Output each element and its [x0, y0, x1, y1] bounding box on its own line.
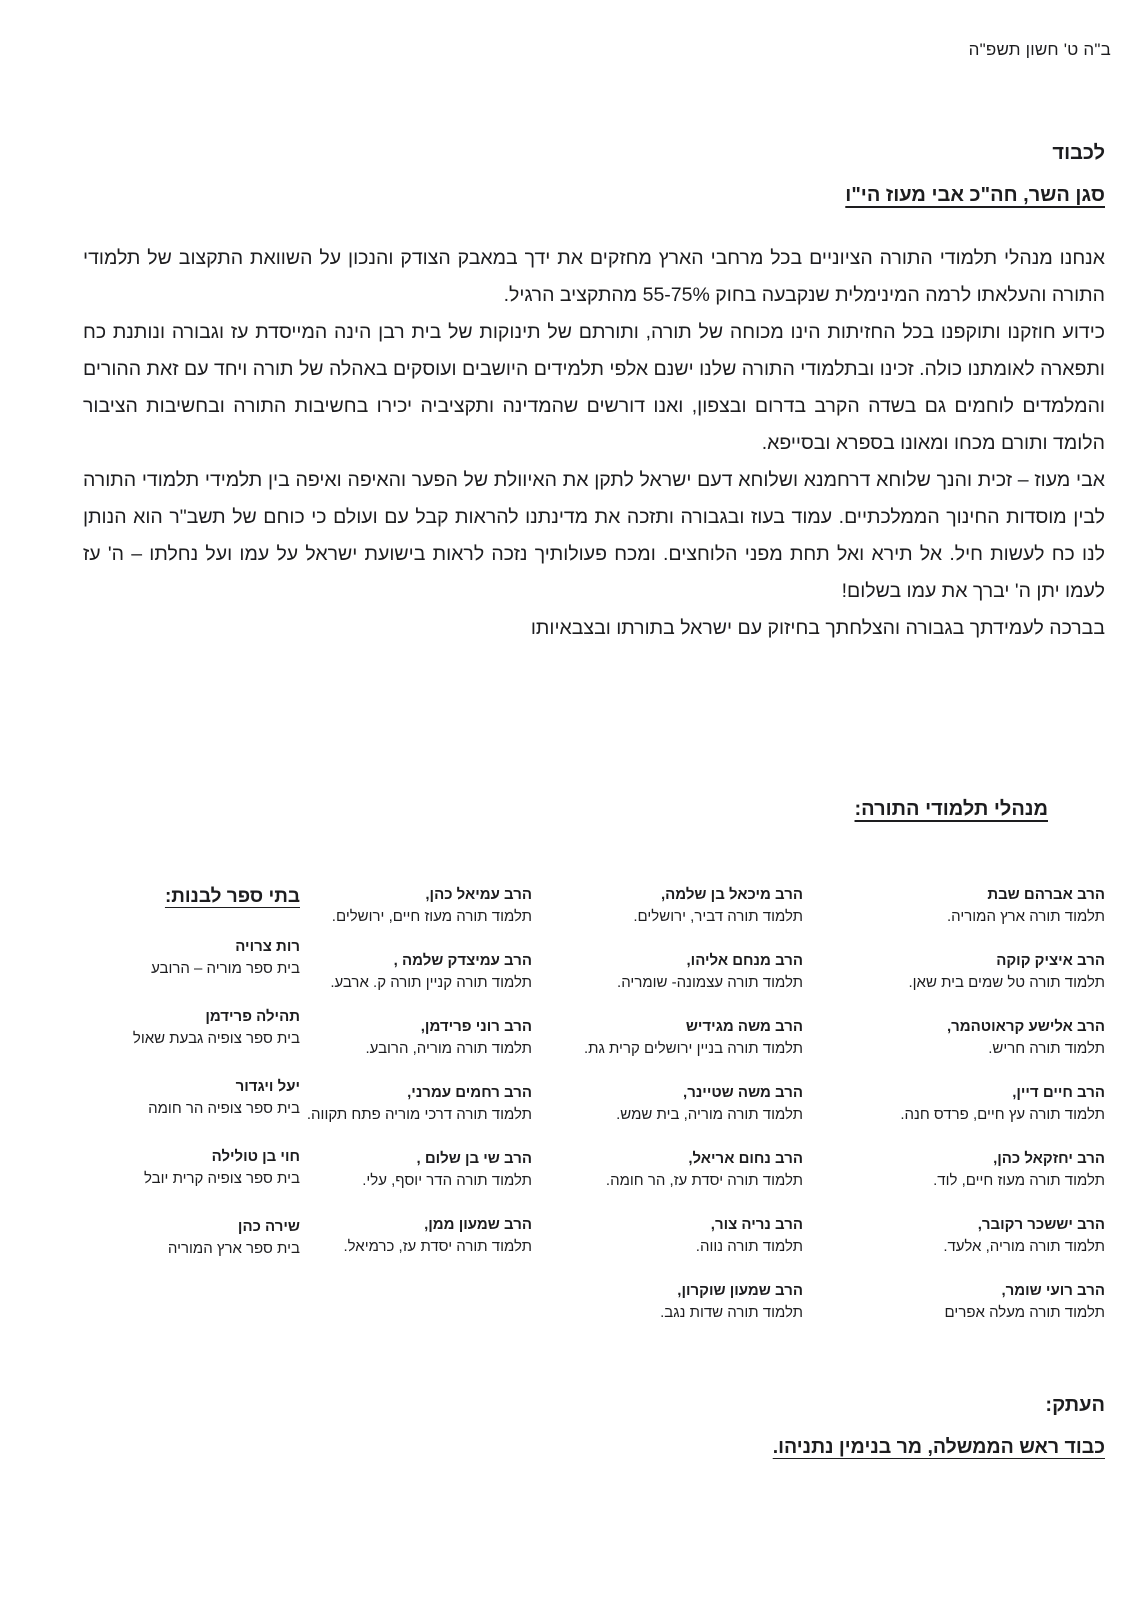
principal-name: הרב משה מגידיש: [685, 1018, 803, 1035]
principal-school: תלמוד תורה עץ חיים, פרדס חנה.: [900, 1106, 1105, 1123]
principal-school: בית ספר צופיה הר חומה: [148, 1100, 300, 1117]
principal-name: רות צרויה: [235, 938, 300, 955]
principal-school: תלמוד תורה נווה.: [695, 1238, 803, 1255]
principal-name: הרב איציק קוקה: [996, 952, 1105, 969]
principal-name: הרב מיכאל בן שלמה,: [660, 886, 803, 903]
principal-name: הרב נריה צור,: [710, 1216, 803, 1233]
letter-body: [83, 240, 1105, 647]
principal-name: הרב עמיאל כהן,: [425, 886, 532, 903]
principal-school: תלמוד תורה קניין תורה ק. ארבע.: [330, 974, 532, 991]
principals-columns: [26, 884, 1105, 1346]
principal-school: תלמוד תורה מוריה, בית שמש.: [616, 1106, 803, 1123]
principal-entry: [532, 1082, 803, 1148]
principal-school: תלמוד תורה יסדת עז, כרמיאל.: [343, 1238, 532, 1255]
principal-school: בית ספר מוריה – הרובע: [151, 960, 300, 977]
principal-entry: [532, 950, 803, 1016]
principal-entry: [300, 1016, 532, 1082]
principal-entry: [300, 1082, 532, 1148]
principal-entry: [803, 884, 1105, 950]
principal-name: הרב אלישע קראוטהמר,: [946, 1018, 1105, 1035]
principal-entry: [532, 1016, 803, 1082]
principal-school: תלמוד תורה מוריה, הרובע.: [365, 1040, 532, 1057]
principal-name: שירה כהן: [237, 1218, 300, 1235]
principal-school: תלמוד תורה חריש.: [988, 1040, 1105, 1057]
girls-school-entry: [26, 1076, 300, 1146]
principal-name: הרב רחמים עמרני,: [407, 1084, 532, 1101]
principal-school: תלמוד תורה מעוז חיים, ירושלים.: [331, 908, 532, 925]
principal-name: הרב עמיצדק שלמה ,: [393, 952, 532, 969]
principal-school: תלמוד תורה טל שמים בית שאן.: [908, 974, 1105, 991]
principal-name: הרב רוני פרידמן,: [420, 1018, 532, 1035]
principal-school: תלמוד תורה מעלה אפרים: [944, 1304, 1105, 1321]
principal-name: הרב מנחם אליהו,: [686, 952, 803, 969]
principal-entry: [300, 950, 532, 1016]
principal-school: תלמוד תורה מעוז חיים, לוד.: [933, 1172, 1105, 1189]
principal-entry: [803, 950, 1105, 1016]
principal-entry: [300, 1214, 532, 1280]
principal-school: תלמוד תורה יסדת עז, הר חומה.: [605, 1172, 803, 1189]
principal-name: הרב חיים דיין,: [1012, 1084, 1105, 1101]
principal-name: הרב שמעון שוקרון,: [677, 1282, 803, 1299]
principal-name: הרב יששכר רקובר,: [977, 1216, 1105, 1233]
principal-entry: [803, 1082, 1105, 1148]
addressee-line: סגן השר, חה"כ אבי מעוז הי"ו: [845, 184, 1105, 206]
body-paragraph: בברכה לעמידתך בגבורה והצלחתך בחיזוק עם ישראל בתורתו ובצבאיותו: [530, 617, 1105, 639]
principal-name: הרב יחזקאל כהן,: [993, 1150, 1105, 1167]
principal-entry: [803, 1148, 1105, 1214]
principal-school: תלמוד תורה דביר, ירושלים.: [633, 908, 803, 925]
principal-entry: [532, 884, 803, 950]
principal-entry: [532, 1148, 803, 1214]
principal-entry: [532, 1214, 803, 1280]
principals-column-2: [532, 884, 803, 1346]
principal-school: בית ספר ארץ המוריה: [167, 1240, 300, 1257]
principal-name: הרב אברהם שבת: [987, 886, 1105, 903]
principal-name: חוי בן טולילה: [211, 1148, 300, 1165]
body-paragraph: כידוע חוזקנו ותוקפנו בכל החזיתות הינו מכוחה של תורה, ותורתם של תינוקות של בית רבן הינה המייסדת עז וגבורה ונותנת כח ותפארה לאומתנו כולה. זכינו ובתלמודי התורה שלנו ישנם אלפי תלמידים היושבים ועוסקים באהלה של תורה ויחד עם זאת ההורים והמלמדים לוחמים גם בשדה הקרב בדרום ובצפון, ואנו דורשים שהמדינה ותקציביה יכירו בחשיבות התורה ובחשיבות הציבור הלומד ותורם מכחו ומאונו בספרא ובסייפא.: [83, 321, 1105, 454]
date-line: ב"ה ט' חשון תשפ"ה: [968, 40, 1111, 59]
principal-name: הרב משה שטיינר,: [683, 1084, 803, 1101]
principal-school: בית ספר צופיה גבעת שאול: [132, 1030, 300, 1047]
principals-column-3: [300, 884, 532, 1346]
girls-schools-heading: בתי ספר לבנות:: [164, 886, 300, 907]
principal-school: תלמוד תורה שדות נגב.: [660, 1304, 803, 1321]
principal-entry: [803, 1016, 1105, 1082]
copy-label: העתק:: [1045, 1394, 1105, 1416]
principal-school: תלמוד תורה הדר יוסף, עלי.: [362, 1172, 532, 1189]
girls-school-entry: [26, 1006, 300, 1076]
principals-heading: מנהלי תלמודי התורה:: [854, 798, 1048, 820]
principal-entry: [803, 1214, 1105, 1280]
principal-school: תלמוד תורה ארץ המוריה.: [946, 908, 1105, 925]
principal-name: תהילה פרידמן: [205, 1008, 300, 1025]
principal-name: הרב רועי שומר,: [1001, 1282, 1105, 1299]
body-paragraph: אנחנו מנהלי תלמודי התורה הציוניים בכל מרחבי הארץ מחזקים את ידך במאבק הצודק והנכון על השוואת התקצוב של תלמודי התורה והעלאתו לרמה המינימלית שנקבעה בחוק 55-75% מהתקציב הרגיל.: [83, 247, 1105, 306]
principal-entry: [803, 1280, 1105, 1346]
body-paragraph: אבי מעוז – זכית והנך שלוחא דרחמנא ושלוחא דעם ישראל לתקן את האיוולת של הפער והאיפה ואיפה בין תלמידי תלמודי התורה לבין מוסדות החינוך הממלכתיים. עמוד בעוז ובגבורה ותזכה את מדינתנו להראות קבל עם ועולם כי כוחם של תשב"ר הוא הנותן לנו כח לעשות חיל. אל תירא ואל תחת מפני הלוחצים. ומכח פעולותיך נזכה לראות בישועת ישראל על עמו ועל נחלתו – ה' עז לעמו יתן ה' יברך את עמו בשלום!: [83, 469, 1105, 602]
salutation: לכבוד: [1052, 142, 1105, 164]
principal-school: תלמוד תורה דרכי מוריה פתח תקווה.: [306, 1106, 532, 1123]
principal-entry: [532, 1280, 803, 1346]
girls-school-entry: [26, 936, 300, 1006]
girls-school-entry: [26, 1146, 300, 1216]
principal-school: בית ספר צופיה קרית יובל: [143, 1170, 300, 1187]
principal-school: תלמוד תורה עצמונה- שומריה.: [617, 974, 803, 991]
principal-entry: [300, 884, 532, 950]
copy-recipient: כבוד ראש הממשלה, מר בנימין נתניהו.: [772, 1436, 1105, 1458]
principal-school: תלמוד תורה בניין ירושלים קרית גת.: [583, 1040, 803, 1057]
principal-name: הרב שי בן שלום ,: [416, 1150, 532, 1167]
principal-name: יעל ויגדור: [235, 1078, 300, 1095]
principal-entry: [300, 1148, 532, 1214]
principal-name: הרב נחום אריאל,: [688, 1150, 803, 1167]
girls-school-entry: [26, 1216, 300, 1286]
girls-schools-column: [26, 884, 300, 1346]
principal-school: תלמוד תורה מוריה, אלעד.: [943, 1238, 1105, 1255]
principals-column-1: [803, 884, 1105, 1346]
principal-name: הרב שמעון ממן,: [424, 1216, 532, 1233]
